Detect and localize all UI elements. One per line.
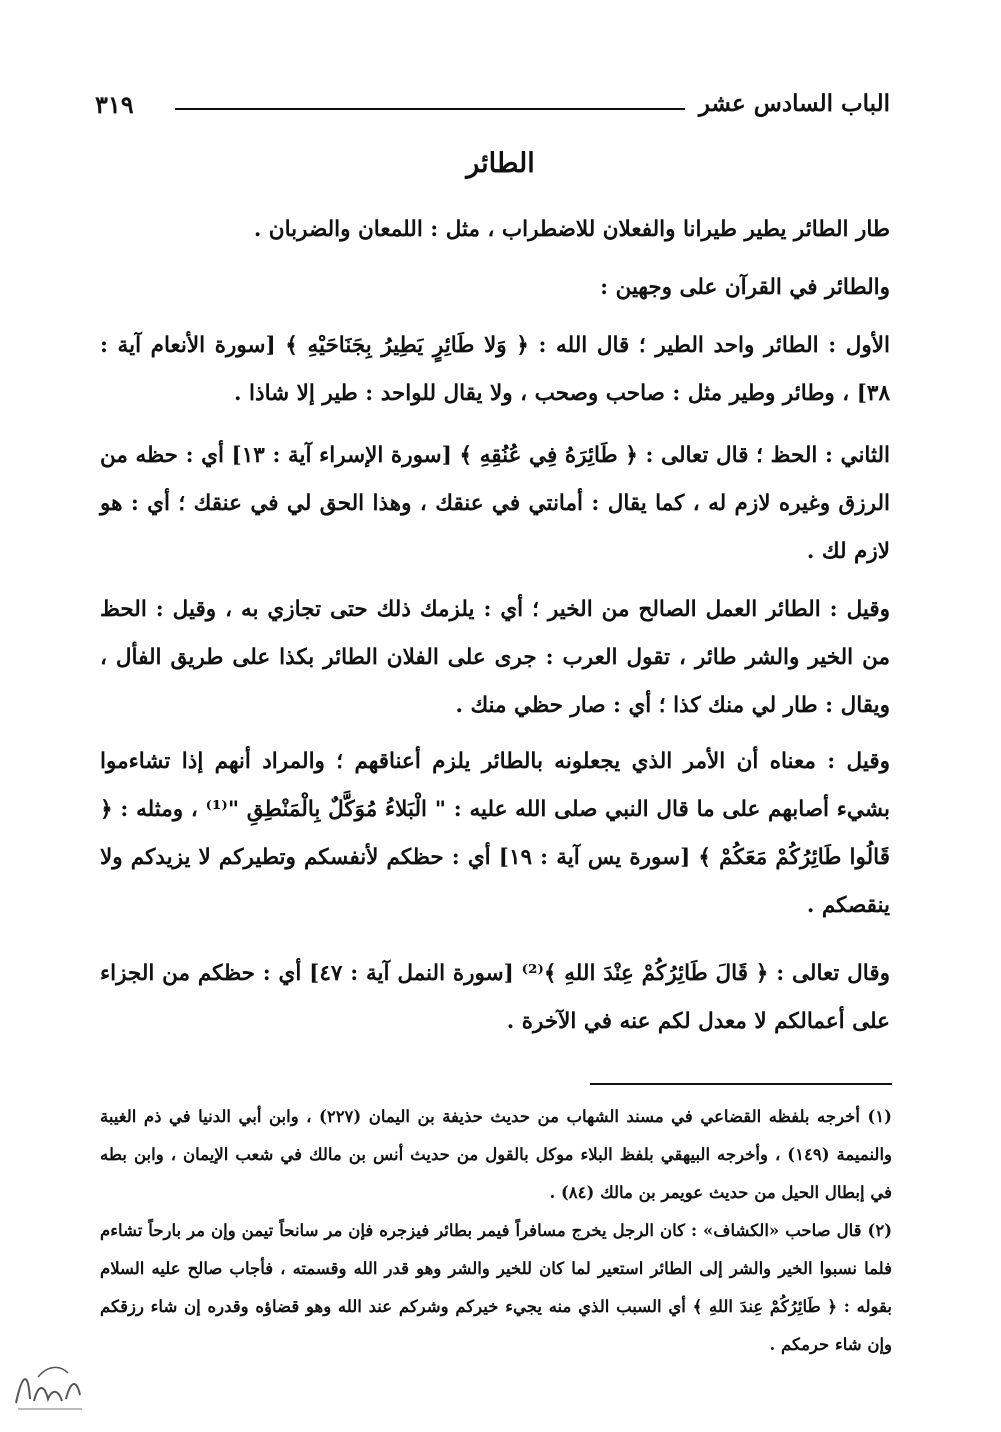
running-head: الباب السادس عشر bbox=[698, 90, 890, 117]
paragraph-6 bbox=[100, 738, 890, 930]
paragraph-3 bbox=[100, 322, 890, 418]
page-header bbox=[95, 90, 890, 126]
paragraph-text: الأول : الطائر واحد الطير ؛ قال الله : ﴿ وَلا طَائِرٍ يَطِيرُ بِجَنَاحَيْهِ ﴾ [سورة الأنعام آية : ٣٨] ، وطائر وطير مثل : صاحب وصحب ، ولا يقال للواحد : طير إلا شاذا . bbox=[100, 333, 890, 406]
paragraph-4 bbox=[100, 432, 890, 576]
footnotes bbox=[100, 1098, 892, 1364]
header-rule bbox=[175, 108, 685, 110]
footnote-2: (٢) قال صاحب «الكشاف» : كان الرجل يخرج مسافراً فيمر بطائر فيزجره فإن مر سانحاً تيمن وإن مر بارحاً تشاءم فلما نسبوا الخير والشر إلى الطائر استعير لما كان للخير والشر وهو قدر الله وقسمته ، فأجاب صالح عليه السلام بقوله : ﴿ طَائِرُكُمْ عِندَ اللهِ ﴾ أي السبب الذي منه يجيء خيركم وشركم عند الله وهو قضاؤه وقدره إن شاء رزقكم وإن شاء حرمكم . bbox=[100, 1221, 892, 1354]
paragraph-text: وقال تعالى : ﴿ قَالَ طَائِرُكُمْ عِنْدَ اللهِ ﴾⁽²⁾ [سورة النمل آية : ٤٧] أي : حظكم من الجزاء على أعمالكم لا معدل لكم عنه في الآخرة . bbox=[100, 961, 890, 1034]
paragraph-2 bbox=[100, 264, 890, 312]
section-title: الطائر bbox=[466, 148, 535, 179]
watermark-logo bbox=[8, 1355, 88, 1415]
paragraph-text: وقيل : معناه أن الأمر الذي يجعلونه بالطائر يلزم أعناقهم ؛ والمراد أنهم إذا تشاءموا بشيء أصابهم على ما قال النبي صلى الله عليه : " الْبَلاءُ مُوَكَّلٌ بِالْمَنْطِقِ "⁽¹⁾ ، ومثله : ﴿ قَالُوا طَائِرُكُمْ مَعَكُمْ ﴾ [سورة يس آية : ١٩] أي : حظكم لأنفسكم وتطيركم لا يزيدكم ولا ينقصكم . bbox=[100, 749, 890, 918]
footnote-1: (١) أخرجه بلفظه القضاعي في مسند الشهاب من حديث حذيفة بن اليمان (٢٢٧) ، وابن أبي الدنيا في ذم الغيبة والنميمة (١٤٩) ، وأخرجه البيهقي بلفظ البلاء موكل بالقول من حديث أنس بن مالك في شعب الإيمان ، وابن بطه في إبطال الحيل من حديث عويمر بن مالك (٨٤) . bbox=[100, 1107, 892, 1202]
paragraph-5 bbox=[100, 586, 890, 730]
paragraph-text: والطائر في القرآن على وجهين : bbox=[600, 275, 890, 300]
paragraph-text: وقيل : الطائر العمل الصالح من الخير ؛ أي : يلزمك ذلك حتى تجازي به ، وقيل : الحظ من الخير والشر طائر ، تقول العرب : جرى على الفلان الطائر بكذا على طريق الفأل ، ويقال : طار لي منك كذا ؛ أي : صار حظي منك . bbox=[100, 597, 890, 718]
paragraph-1 bbox=[100, 206, 890, 254]
footnote-rule bbox=[590, 1083, 892, 1085]
paragraph-7 bbox=[100, 950, 890, 1046]
paragraph-text: طار الطائر يطير طيرانا والفعلان للاضطراب ، مثل : اللمعان والضربان . bbox=[253, 217, 890, 242]
page-number: ٣١٩ bbox=[95, 90, 134, 119]
paragraph-text: الثاني : الحظ ؛ قال تعالى : ﴿ طَائِرَهُ فِي عُنُقِهِ ﴾ [سورة الإسراء آية : ١٣] أي : حظه من الرزق وغيره لازم له ، كما يقال : أمانتي في عنقك ، وهذا الحق لي في عنقك ؛ أي : هو لازم لك . bbox=[100, 443, 890, 564]
